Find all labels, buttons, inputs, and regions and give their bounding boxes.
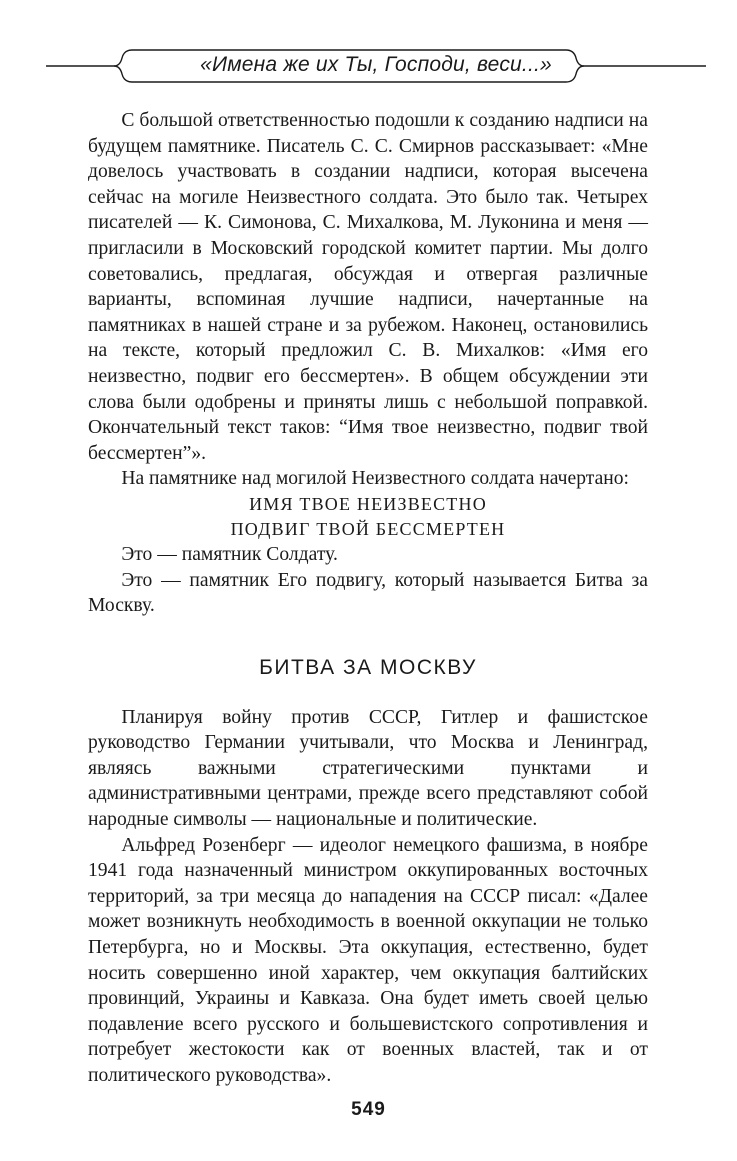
paragraph: На памятнике над могилой Неизвестного солдата начертано: [121, 468, 629, 490]
inscription-line: ПОДВИГ ТВОЙ БЕССМЕРТЕН [230, 518, 506, 539]
paragraph: Альфред Розенберг — идеолог немецкого фашизма, в ноябре 1941 года назначенный министром оккупированных восточных территорий, за три месяца до нападения на СССР писал: «Далее может возникнуть необходимость в военной оккупации не только Петербурга, но и Москвы. Эта оккупация, естественно, будет носить совершенно иной характер, чем оккупация балтийских провинций, Украины и Кавказа. Она будет иметь своей целью подавление всего русского и большевистского сопротивления и потребует жестокости как от военных властей, так и от политического руководства». [88, 834, 648, 1086]
section-heading: БИТВА ЗА МОСКВУ [259, 655, 477, 679]
page-body [88, 108, 648, 1089]
paragraph: Это — памятник Его подвигу, который называется Битва за Москву. [88, 569, 648, 617]
paragraph: Планируя войну против СССР, Гитлер и фашистское руководство Германии учитывали, что Москва и Ленинград, являясь важными стратегическими пунктами и административными центрами, прежде всего представляют собой народные символы — национальные и политические. [88, 706, 648, 831]
paragraph: Это — памятник Солдату. [121, 543, 338, 565]
running-header-title: «Имена же их Ты, Господи, веси...» [200, 53, 552, 76]
page-number: 549 [351, 1099, 386, 1120]
paragraph: С большой ответственностью подошли к созданию надписи на будущем памятнике. Писатель С. С. Смирнов рассказывает: «Мне довелось участвовать в создании надписи, которая высечена сейчас на могиле Неизвестного солдата. Это было так. Четырех писателей — К. Симонова, С. Михалкова, М. Луконина и меня — пригласили в Московский городской комитет партии. Мы долго советовались, предлагая, обсуждая и отвергая различные варианты, вспоминая лучшие надписи, начертанные на памятниках в нашей стране и за рубежом. Наконец, остановились на тексте, который предложил С. В. Михалков: «Имя его неизвестно, подвиг его бессмертен». В общем обсуждении эти слова были одобрены и приняты лишь с небольшой поправкой. Окончательный текст таков: “Имя твое неизвестно, подвиг твой бессмертен”». [88, 110, 648, 464]
inscription-line: ИМЯ ТВОЕ НЕИЗВЕСТНО [249, 493, 487, 514]
running-header [46, 44, 706, 88]
